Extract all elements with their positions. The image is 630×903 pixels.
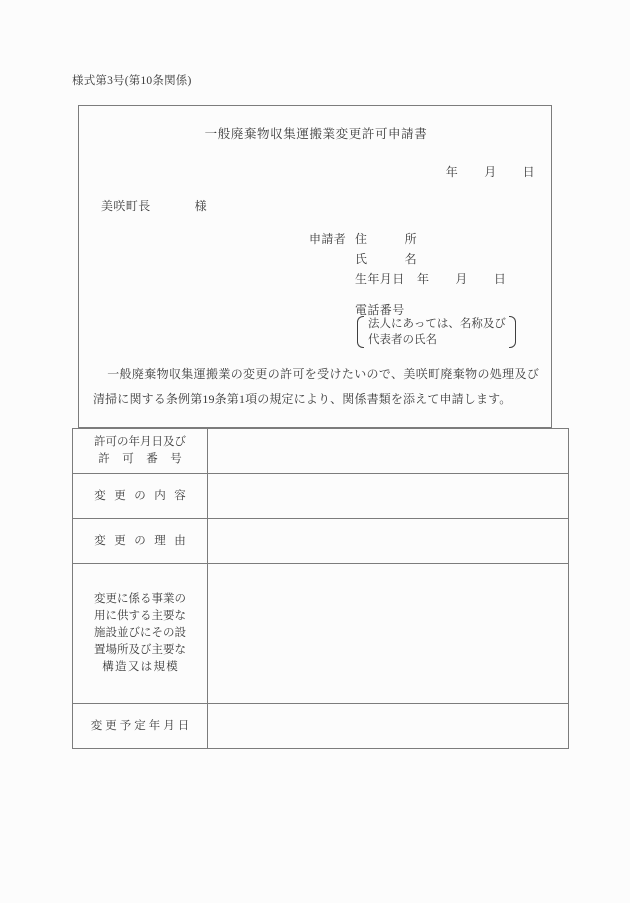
table-row-label-line: 用に供する主要な [94,610,186,622]
applicant-name-row [309,250,506,270]
table-row-label [73,474,208,519]
table-row-value[interactable] [208,519,569,564]
applicant-birthdate-label: 生年月日 [355,272,405,286]
applicant-name-label-b: 名 [404,252,417,266]
applicant-birthdate-fields [417,270,506,287]
table-row-label [73,519,208,564]
table-row-label-line: 構造又は規模 [102,661,178,673]
table-row-value[interactable] [208,474,569,519]
applicant-name-label-a: 氏 [355,252,368,266]
table-row-value[interactable] [208,704,569,749]
applicant-address-row [309,230,506,250]
table-row-label-line: 置場所及び主要な [94,644,186,656]
addressee-recipient: 美咲町長 [101,199,151,213]
applicant-address-label-a: 住 [355,232,368,246]
date-month-label: 月 [484,165,497,179]
applicant-address-label-b: 所 [404,232,417,246]
corporate-note-line-2: 代表者の氏名 [368,334,437,346]
table-row-label-line: 許可の年月日及び [94,436,186,448]
table-body [73,429,569,749]
addressee-line [101,197,207,214]
applicant-phone-label: 電話番号 [355,303,405,317]
date-year-label: 年 [445,165,459,179]
bracket-right-icon [509,315,516,349]
submission-date-line [446,163,535,180]
table-row [73,429,569,474]
form-number-label: 様式第3号(第10条関係) [72,75,192,87]
applicant-name-label [355,250,417,267]
document-title: 一般廃棄物収集運搬業変更許可申請書 [204,127,428,141]
birthdate-day-label: 日 [493,272,507,286]
table-row-value[interactable] [208,564,569,704]
corporate-note-line-1: 法人にあっては、名称及び [368,318,506,330]
table-row-label [73,564,208,704]
table-row-label-line: 変 更 の 理 由 [94,534,186,547]
table-row-label-line: 許 可 番 号 [98,453,182,465]
table-row-label-line: 施設並びにその設 [94,627,186,639]
corporate-note-bracket [357,315,516,349]
applicant-birthdate-row [309,270,506,290]
addressee-honorific: 様 [194,199,208,213]
application-body-paragraph [93,362,539,412]
birthdate-month-label: 月 [455,272,468,286]
table-row [73,519,569,564]
bracket-left-icon [357,315,364,349]
birthdate-year-label: 年 [417,272,430,286]
table-row-value[interactable] [208,429,569,474]
table-row-label-line: 変更に係る事業の [94,593,186,605]
table-row [73,704,569,749]
table-row-label [73,429,208,474]
date-day-label: 日 [522,165,535,179]
corporate-note-text [364,315,509,349]
applicant-block [309,230,506,290]
application-body-text: 一般廃棄物収集運搬業の変更の許可を受けたいので、美咲町廃棄物の処理及び清掃に関する条例第19条第1項の規定により、関係書類を添えて申請します。 [93,367,539,406]
table-row-label-line: 変 更 の 内 容 [94,489,186,502]
applicant-lead-label: 申請者 [309,232,347,246]
applicant-address-label [355,230,417,247]
application-details-table [72,428,569,749]
application-header-frame [78,105,552,428]
table-row-label [73,704,208,749]
table-row-label-line: 変 更 予 定 年 月 日 [90,719,190,732]
table-row [73,564,569,704]
table-row [73,474,569,519]
